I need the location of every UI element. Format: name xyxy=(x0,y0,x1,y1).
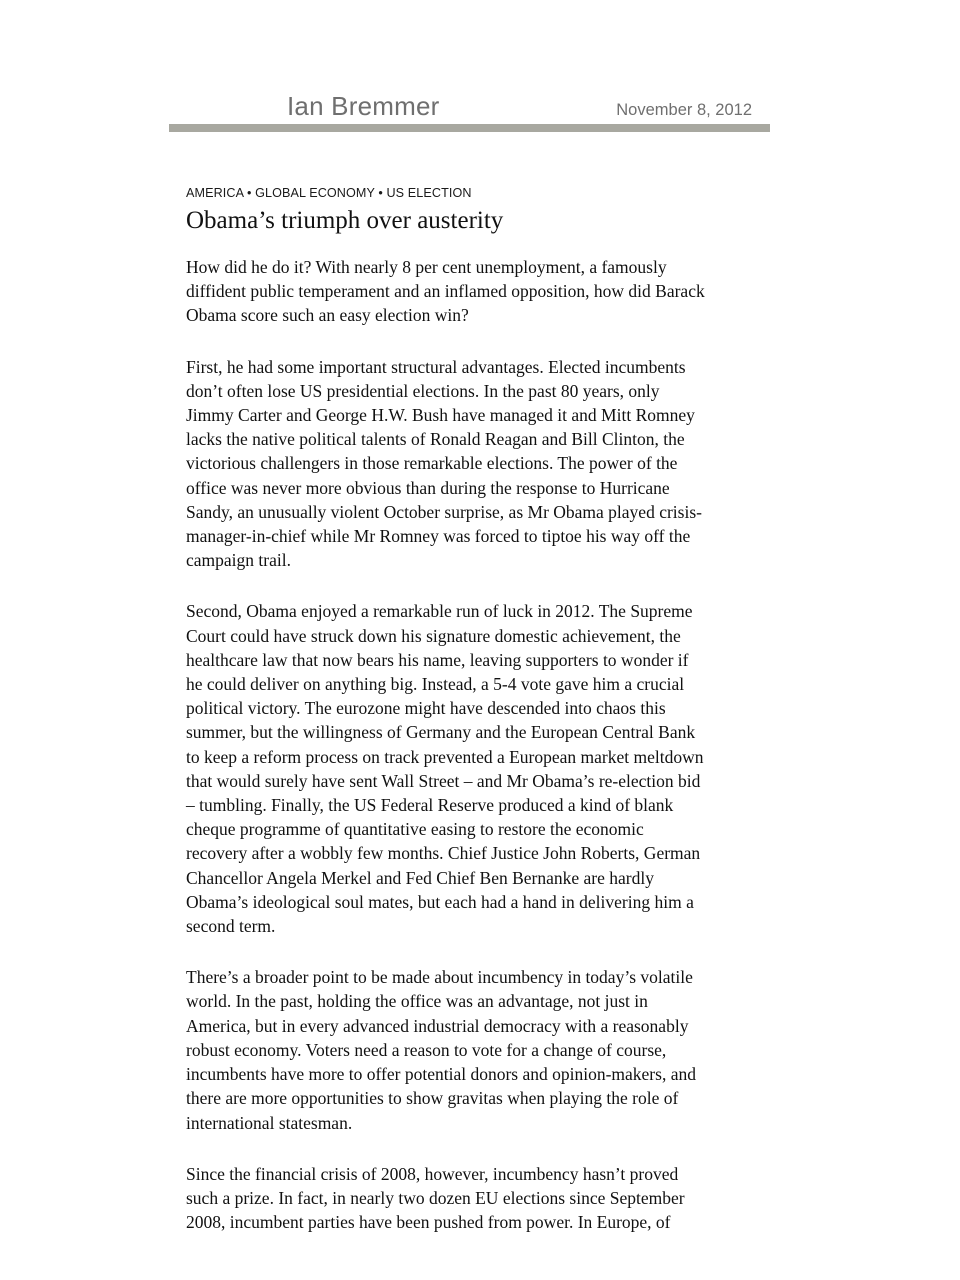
article-tags: AMERICA • GLOBAL ECONOMY • US ELECTION xyxy=(186,186,472,200)
paragraph: There’s a broader point to be made about incumbency in today’s volatile world. In the past, holding the office was an advantage, not just in America, but in every advanced industrial democracy with a reasonably robust economy. Voters need a reason to vote for a change of course, incumbents have more to offer potential donors and opinion-makers, and there are more opportunities to show gravitas when playing the role of international statesman. xyxy=(186,967,696,1133)
publication-date: November 8, 2012 xyxy=(616,101,752,119)
paragraph: Second, Obama enjoyed a remarkable run of luck in 2012. The Supreme Court could have struck down his signature domestic achievement, the healthcare law that now bears his name, leaving supporters to wonder if he could deliver on anything big. Instead, a 5-4 vote gave him a crucial political victory. The eurozone might have descended into chaos this summer, but the willingness of Germany and the European Central Bank to keep a reform process on track prevented a European market meltdown that would surely have sent Wall Street – and Mr Obama’s re-election bid – tumbling. Finally, the US Federal Reserve produced a kind of blank cheque programme of quantitative easing to restore the economic recovery after a wobbly few months. Chief Justice John Roberts, German Chancellor Angela Merkel and Fed Chief Ben Bernanke are hardly Obama’s ideological soul mates, but each had a hand in delivering him a second term. xyxy=(186,601,704,937)
paragraph: First, he had some important structural advantages. Elected incumbents don’t often lose US presidential elections. In the past 80 years, only Jimmy Carter and George H.W. Bush have managed it and Mitt Romney lacks the native political talents of Ronald Reagan and Bill Clinton, the victorious challengers in those remarkable elections. The power of the office was never more obvious than during the response to Hurricane Sandy, an unusually violent October surprise, as Mr Obama played crisis- manager-in-chief while Mr Romney was forced to tiptoe his way off the campaign trail. xyxy=(186,356,702,571)
author-name: Ian Bremmer xyxy=(287,91,440,121)
paragraph: How did he do it? With nearly 8 per cent unemployment, a famously diffident public temperament and an inflamed opposition, how did Barack Obama score such an easy election win? xyxy=(186,257,705,326)
article-title: Obama’s triumph over austerity xyxy=(186,207,504,234)
paragraph: Since the financial crisis of 2008, however, incumbency hasn’t proved such a prize. In fact, in nearly two dozen EU elections since September 2008, incumbent parties have been pushed from power. In Europe, of xyxy=(186,1163,685,1233)
header-rule xyxy=(169,124,770,132)
article xyxy=(186,184,766,1261)
article-body xyxy=(186,255,766,1234)
